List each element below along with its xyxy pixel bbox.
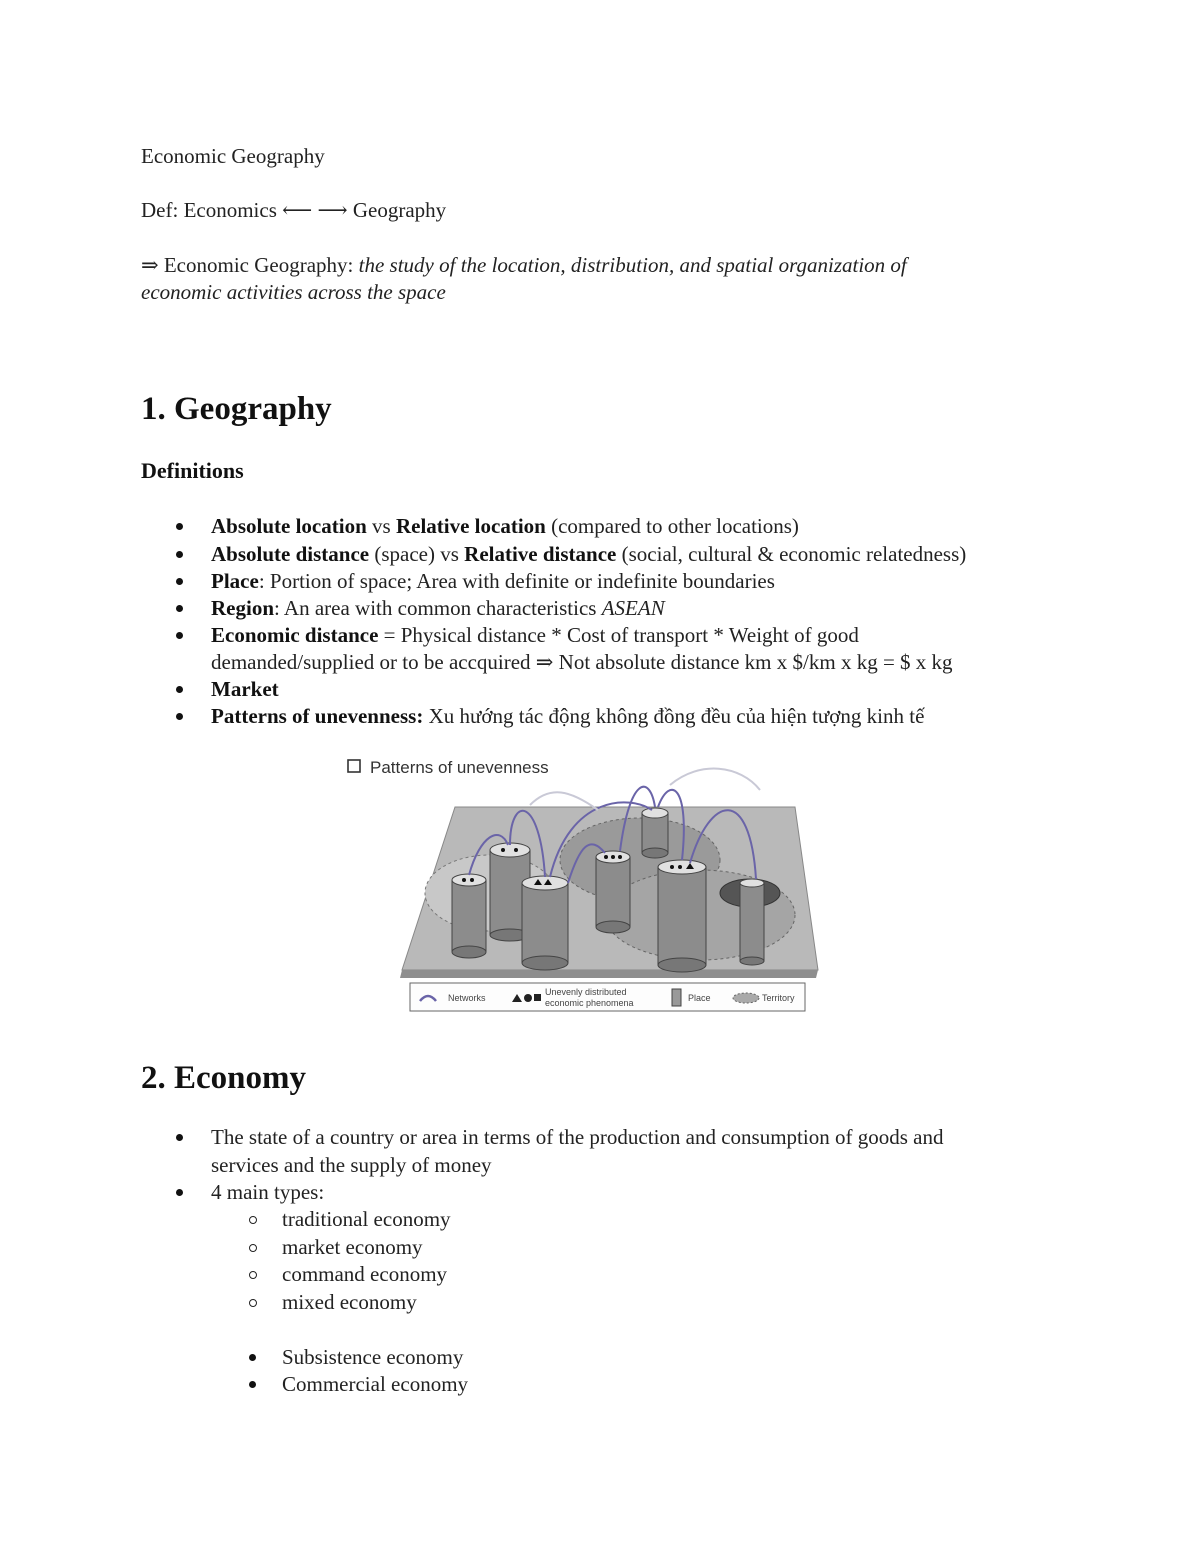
bullet-icon [176,1134,183,1141]
place-cylinder-6 [658,860,706,972]
sub-list-item-text: traditional economy [282,1207,451,1231]
bullet-icon [176,686,183,693]
bullet-icon [176,605,183,612]
list-item-text: Place: Portion of space; Area with definite or indefinite boundaries [211,569,775,593]
list-item-text: 4 main types: [211,1180,325,1204]
sub-list-item-text: Subsistence economy [282,1345,464,1369]
place-cylinder-1 [452,874,486,958]
list-item-text-continued: demanded/supplied or to be accquired ⇒ Not absolute distance km x $/km x kg = $ x kg [211,650,953,674]
bullet-icon [176,578,183,585]
definition-italic-1: the study of the location, distribution, and spatial organization of [358,253,907,277]
bullet-icon [176,551,183,558]
list-item-text: Absolute location vs Relative location (compared to other locations) [211,514,799,538]
list-item-text: Absolute distance (space) vs Relative distance (social, cultural & economic relatedness) [211,542,967,566]
circle-bullet-icon [249,1271,257,1279]
legend-networks: Networks [448,993,486,1003]
bullet-icon [176,713,183,720]
legend-phenomena-2: economic phenomena [545,998,634,1008]
place-cylinder-5 [642,808,668,858]
sub-list-item-text: market economy [282,1235,423,1259]
bullet-icon [249,1354,256,1361]
circle-bullet-icon [249,1299,257,1307]
legend-territory: Territory [762,993,795,1003]
bullet-icon [176,1189,183,1196]
place-cylinder-3 [522,876,568,970]
section-heading-geography: 1. Geography [141,391,332,427]
list-item-text-continued: services and the supply of money [211,1153,492,1177]
sub-list-item-text: command economy [282,1262,448,1286]
definition-suffix: Geography [347,198,447,222]
subheading-definitions: Definitions [141,458,244,483]
section-heading-economy: 2. Economy [141,1060,306,1096]
list-item-text: Region: An area with common characteristics ASEAN [211,596,665,620]
circle-legend-icon [524,994,532,1002]
circle-bullet-icon [249,1244,257,1252]
bullet-icon [176,523,183,530]
list-item-text: The state of a country or area in terms of the production and consumption of goods and [211,1125,944,1149]
place-cylinder-4 [596,851,630,933]
bullet-icon [249,1381,256,1388]
document-title: Economic Geography [141,144,325,168]
implies-line-2: economic activities across the space [141,280,446,304]
implies-prefix: ⇒ Economic Geography: [141,253,359,277]
square-legend-icon [534,994,541,1001]
implies-line-1 [141,252,907,279]
figure-title: Patterns of unevenness [370,758,549,777]
list-item-text: Economic distance = Physical distance * Cost of transport * Weight of good [211,623,859,647]
definition-prefix: Def: Economics [141,198,283,222]
list-item-text: Market [211,677,279,701]
bullet-icon [176,632,183,639]
territory-legend-icon [733,993,759,1003]
sub-list-item-text: Commercial economy [282,1372,469,1396]
list-item-text: Patterns of unevenness: Xu hướng tác động không đồng đều của hiện tượng kinh tế [211,704,925,728]
patterns-of-unevenness-figure [340,755,868,1020]
legend-phenomena-1: Unevenly distributed [545,987,627,997]
sub-list-item-text: mixed economy [282,1290,417,1314]
legend-place: Place [688,993,711,1003]
place-legend-icon [672,989,681,1006]
definition-line [141,197,446,224]
place-cylinder-7 [740,879,764,965]
circle-bullet-icon [249,1216,257,1224]
double-arrow: ⟵ ⟶ [282,198,348,222]
